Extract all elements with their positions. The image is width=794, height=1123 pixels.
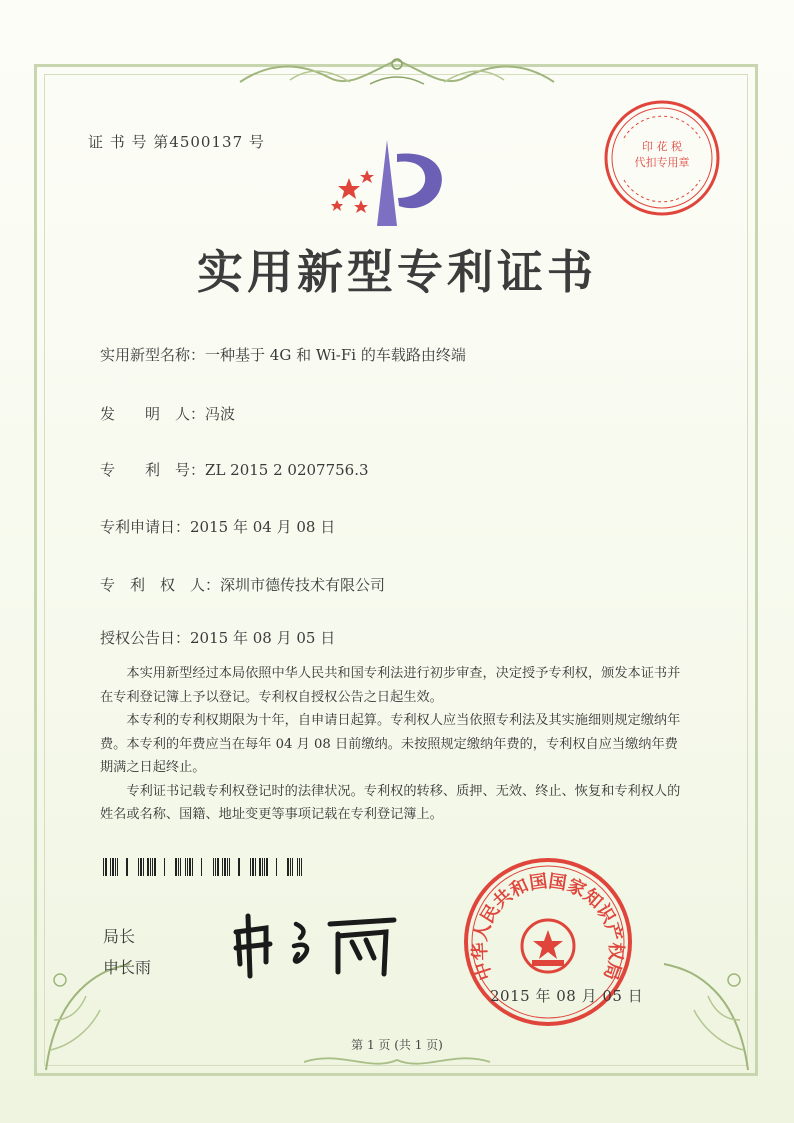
barcode-bar — [110, 858, 111, 876]
barcode-bar — [152, 858, 153, 876]
barcode-bar — [201, 858, 202, 876]
seal-date: 2015 年 08 月 05 日 — [490, 987, 644, 1005]
field-value: ZL 2015 2 0207756.3 — [205, 461, 369, 479]
barcode-bar — [297, 858, 298, 876]
barcode-bar — [192, 858, 193, 876]
barcode-bar — [264, 858, 265, 876]
official-title: 局长 — [103, 927, 136, 946]
tax-stamp-seal — [602, 98, 722, 218]
field-label: 专利申请日： — [100, 518, 191, 536]
field-utility-model-name — [100, 344, 466, 365]
barcode-bar — [147, 858, 149, 876]
barcode-bar — [229, 858, 230, 876]
barcode-bar — [238, 858, 240, 876]
barcode-bar — [189, 858, 191, 876]
field-patent-number — [100, 459, 369, 480]
barcode-bar — [250, 858, 251, 876]
barcode-bar — [175, 858, 177, 876]
field-label: 实用新型名称： — [100, 346, 206, 364]
certificate-title: 实用新型专利证书 — [197, 245, 597, 299]
barcode-bar — [259, 858, 261, 876]
barcode-bar — [117, 858, 118, 876]
barcode-bar — [222, 858, 223, 876]
barcode-bar — [217, 858, 219, 876]
certificate-body — [100, 662, 690, 827]
barcode-bar — [224, 858, 226, 876]
barcode-bar — [154, 858, 156, 876]
barcode-bar — [103, 858, 104, 876]
field-value: 深圳市德传技术有限公司 — [220, 576, 386, 594]
svg-text:代扣专用章: 代扣专用章 — [634, 156, 690, 169]
barcode-bar — [164, 858, 165, 876]
field-label: 发 明 人： — [100, 405, 206, 423]
field-grant-date — [100, 627, 335, 648]
field-value: 冯波 — [205, 405, 236, 423]
field-label: 授权公告日： — [100, 629, 191, 647]
barcode-bar — [180, 858, 181, 876]
barcode-bar — [178, 858, 179, 876]
body-paragraph: 本实用新型经过本局依照中华人民共和国专利法进行初步审查，决定授予专利权，颁发本证书并在专利登记簿上予以登记。专利权自授权公告之日起生效。 — [100, 666, 681, 705]
barcode-bar — [255, 858, 256, 876]
bottom-right-ornament — [644, 950, 754, 1076]
barcode-bar — [138, 858, 139, 876]
official-name: 申长雨 — [103, 958, 152, 977]
barcode-bar — [266, 858, 268, 876]
national-emblem-icon — [522, 920, 574, 972]
barcode-bar — [292, 858, 293, 876]
barcode — [103, 858, 302, 876]
top-ornament — [230, 52, 564, 92]
barcode-bar — [290, 858, 291, 876]
barcode-bar — [213, 858, 214, 876]
barcode-bar — [299, 858, 300, 876]
barcode-bar — [143, 858, 144, 876]
svg-text:中华人民共和国国家知识产权局 — [469, 871, 627, 983]
field-inventor — [100, 403, 235, 424]
field-value: 2015 年 04 月 08 日 — [190, 518, 336, 536]
patent-office-logo-icon — [325, 140, 455, 230]
barcode-bar — [126, 858, 128, 876]
page-number: 第 1 页 (共 1 页) — [351, 1038, 443, 1052]
field-value: 2015 年 08 月 05 日 — [190, 629, 336, 647]
barcode-bar — [276, 858, 277, 876]
barcode-bar — [287, 858, 289, 876]
handwritten-signature — [226, 902, 406, 982]
field-value: 一种基于 4G 和 Wi-Fi 的车载路由终端 — [205, 346, 466, 364]
body-paragraph: 专利证书记载专利权登记时的法律状况。专利权的转移、质押、无效、终止、恢复和专利权人的姓名或名称、国籍、地址变更等事项记载在专利登记簿上。 — [100, 783, 681, 822]
barcode-bar — [301, 858, 302, 876]
barcode-bar — [105, 858, 107, 876]
field-label: 专 利 权 人： — [100, 576, 221, 594]
field-application-date — [100, 516, 335, 537]
certificate-number: 证 书 号 第4500137 号 — [88, 133, 265, 151]
barcode-bar — [227, 858, 228, 876]
barcode-bar — [112, 858, 114, 876]
body-paragraph: 本专利的专利权期限为十年，自申请日起算。专利权人应当依照专利法及其实施细则规定缴纳年费。本专利的年费应当在每年 04 月 08 日前缴纳。未按照规定缴纳年费的，专利权自应当缴纳年费期满之日起终止。 — [100, 713, 681, 775]
field-patentee — [100, 574, 385, 595]
barcode-bar — [185, 858, 186, 876]
barcode-bar — [187, 858, 188, 876]
field-label: 专 利 号： — [100, 461, 206, 479]
barcode-bar — [252, 858, 254, 876]
seal-text: 中华人民共和国国家知识产权局 — [469, 870, 627, 983]
barcode-bar — [150, 858, 151, 876]
barcode-bar — [115, 858, 116, 876]
barcode-bar — [215, 858, 216, 876]
barcode-bar — [262, 858, 263, 876]
svg-text:印 花 税: 印 花 税 — [642, 140, 682, 153]
barcode-bar — [140, 858, 142, 876]
